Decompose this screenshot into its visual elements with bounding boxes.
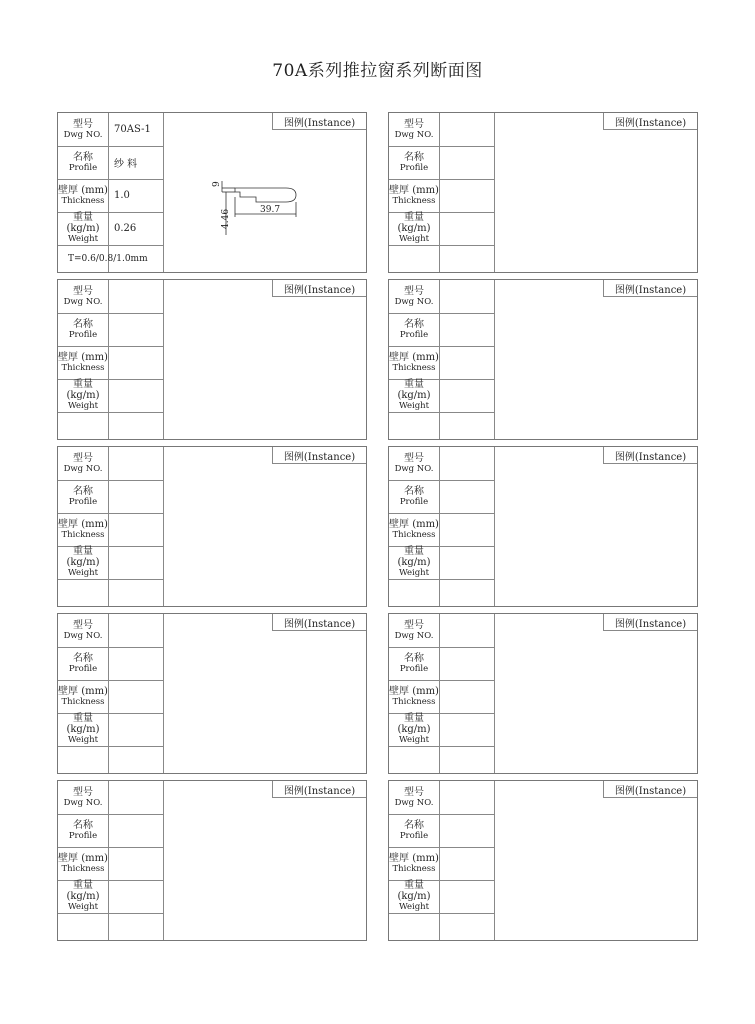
thickness-value xyxy=(108,680,163,713)
legend-label: 图例(Instance) xyxy=(603,113,697,130)
profile-label xyxy=(58,480,108,513)
weight-row xyxy=(58,379,163,413)
dwg-label-en: Dwg NO. xyxy=(394,129,434,140)
weight-label-en: Weight xyxy=(67,568,99,578)
weight-row xyxy=(389,713,494,747)
profile-label-en: Profile xyxy=(68,162,98,173)
dwg-label xyxy=(389,447,439,480)
legend-label: 图例(Instance) xyxy=(272,781,366,798)
profile-value xyxy=(108,480,163,513)
weight-value xyxy=(439,379,494,412)
thickness-label-en: Thickness xyxy=(392,863,436,874)
thickness-value xyxy=(108,346,163,379)
weight-label-zh: 重量 (kg/m) xyxy=(66,713,100,735)
dwg-label xyxy=(58,113,108,146)
profile-value: 纱 料 xyxy=(114,159,138,170)
thickness-label xyxy=(389,346,439,379)
profile-label-zh: 名称 xyxy=(404,485,424,497)
thickness-label xyxy=(58,513,108,546)
thickness-value: 1.0 xyxy=(114,190,130,201)
dwg-value xyxy=(108,781,163,814)
dwg-row xyxy=(58,781,163,815)
thickness-label-en: Thickness xyxy=(61,696,105,707)
profile-card xyxy=(57,279,367,440)
legend-label: 图例(Instance) xyxy=(272,447,366,464)
profile-label xyxy=(389,313,439,346)
thickness-label-zh: 壁厚 (mm) xyxy=(389,184,439,196)
thickness-label-en: Thickness xyxy=(61,529,105,540)
dwg-label xyxy=(58,280,108,313)
weight-label xyxy=(389,546,439,579)
dwg-row xyxy=(389,113,494,147)
profile-label-en: Profile xyxy=(68,830,98,841)
weight-label-zh: 重量 (kg/m) xyxy=(397,379,431,401)
dwg-label-zh: 型号 xyxy=(73,118,93,130)
dwg-label-en: Dwg NO. xyxy=(63,797,103,808)
profile-label-en: Profile xyxy=(399,162,429,173)
thickness-note xyxy=(58,746,163,773)
thickness-note xyxy=(389,412,494,439)
profile-card xyxy=(388,613,698,774)
legend-label: 图例(Instance) xyxy=(603,447,697,464)
thickness-row xyxy=(389,346,494,380)
thickness-label xyxy=(58,179,108,212)
profile-card xyxy=(57,780,367,941)
dwg-label-en: Dwg NO. xyxy=(394,296,434,307)
profile-value xyxy=(439,146,494,179)
weight-label-zh: 重量 (kg/m) xyxy=(66,546,100,568)
profile-label xyxy=(58,814,108,847)
thickness-row xyxy=(389,513,494,547)
weight-label xyxy=(389,212,439,245)
dwg-label-zh: 型号 xyxy=(404,786,424,798)
weight-value xyxy=(108,713,163,746)
dwg-value xyxy=(439,614,494,647)
thickness-row xyxy=(58,179,163,213)
thickness-label-zh: 壁厚 (mm) xyxy=(389,852,439,864)
profile-label-en: Profile xyxy=(68,329,98,340)
profile-value xyxy=(108,814,163,847)
thickness-label-zh: 壁厚 (mm) xyxy=(389,685,439,697)
legend-label: 图例(Instance) xyxy=(603,781,697,798)
profile-label-en: Profile xyxy=(68,663,98,674)
thickness-label-zh: 壁厚 (mm) xyxy=(58,518,108,530)
profile-label-zh: 名称 xyxy=(404,318,424,330)
weight-row xyxy=(389,880,494,914)
dwg-value xyxy=(439,113,494,146)
weight-label-zh: 重量 (kg/m) xyxy=(66,379,100,401)
thickness-label xyxy=(58,680,108,713)
profile-label-zh: 名称 xyxy=(404,151,424,163)
thickness-label-en: Thickness xyxy=(392,696,436,707)
weight-label xyxy=(389,713,439,746)
thickness-label-zh: 壁厚 (mm) xyxy=(389,518,439,530)
thickness-label-en: Thickness xyxy=(61,362,105,373)
profile-value xyxy=(108,313,163,346)
profile-label-en: Profile xyxy=(68,496,98,507)
weight-label-en: Weight xyxy=(398,234,430,244)
profile-card xyxy=(388,112,698,273)
dwg-row xyxy=(58,614,163,648)
thickness-note xyxy=(389,746,494,773)
dwg-label xyxy=(389,614,439,647)
dwg-label-zh: 型号 xyxy=(73,285,93,297)
thickness-label-zh: 壁厚 (mm) xyxy=(389,351,439,363)
thickness-row xyxy=(58,680,163,714)
dwg-label xyxy=(58,781,108,814)
profile-label-zh: 名称 xyxy=(73,151,93,163)
weight-value xyxy=(108,546,163,579)
thickness-label-zh: 壁厚 (mm) xyxy=(58,184,108,196)
legend-label: 图例(Instance) xyxy=(272,280,366,297)
weight-value xyxy=(439,880,494,913)
dwg-label-zh: 型号 xyxy=(404,452,424,464)
dwg-label xyxy=(389,781,439,814)
profile-label-zh: 名称 xyxy=(404,652,424,664)
thickness-note xyxy=(389,245,494,272)
thickness-note xyxy=(389,579,494,606)
page-title: 70A系列推拉窗系列断面图 xyxy=(272,61,483,81)
dwg-label xyxy=(58,614,108,647)
thickness-note xyxy=(58,579,163,606)
weight-label-en: Weight xyxy=(398,902,430,912)
dwg-label-zh: 型号 xyxy=(73,452,93,464)
dwg-label-en: Dwg NO. xyxy=(394,797,434,808)
thickness-value xyxy=(439,346,494,379)
thickness-label-zh: 壁厚 (mm) xyxy=(58,685,108,697)
profile-value xyxy=(439,814,494,847)
profile-row xyxy=(58,313,163,347)
profile-label xyxy=(58,313,108,346)
profile-card xyxy=(388,279,698,440)
legend-label: 图例(Instance) xyxy=(603,614,697,631)
thickness-label xyxy=(389,513,439,546)
profile-label xyxy=(389,647,439,680)
weight-row xyxy=(389,379,494,413)
thickness-value xyxy=(108,513,163,546)
profile-value xyxy=(439,480,494,513)
thickness-row xyxy=(58,513,163,547)
profile-label xyxy=(58,647,108,680)
weight-label-en: Weight xyxy=(67,401,99,411)
dwg-value xyxy=(439,447,494,480)
dwg-label xyxy=(389,280,439,313)
weight-row xyxy=(389,212,494,246)
thickness-value xyxy=(439,680,494,713)
thickness-note xyxy=(58,412,163,439)
thickness-value xyxy=(439,179,494,212)
weight-row xyxy=(389,546,494,580)
profile-label-zh: 名称 xyxy=(73,318,93,330)
thickness-label-en: Thickness xyxy=(392,362,436,373)
profile-label-zh: 名称 xyxy=(73,485,93,497)
weight-value xyxy=(108,379,163,412)
dwg-row xyxy=(389,781,494,815)
dwg-label-en: Dwg NO. xyxy=(63,296,103,307)
thickness-row xyxy=(389,179,494,213)
profile-outline xyxy=(235,188,296,202)
profile-row xyxy=(58,814,163,848)
thickness-label-en: Thickness xyxy=(392,195,436,206)
weight-label xyxy=(58,713,108,746)
dwg-value xyxy=(439,280,494,313)
width-dim-label: 39.7 xyxy=(260,205,281,215)
profile-label xyxy=(389,480,439,513)
weight-row xyxy=(58,212,163,246)
weight-row xyxy=(58,713,163,747)
dwg-label-zh: 型号 xyxy=(73,786,93,798)
weight-label xyxy=(389,880,439,913)
dwg-label xyxy=(58,447,108,480)
profile-card xyxy=(388,446,698,607)
thickness-label xyxy=(58,346,108,379)
thickness-label xyxy=(389,847,439,880)
weight-label-en: Weight xyxy=(398,735,430,745)
profile-row xyxy=(389,313,494,347)
thickness-row xyxy=(58,346,163,380)
profile-value xyxy=(108,647,163,680)
profile-row xyxy=(58,480,163,514)
thickness-value xyxy=(439,513,494,546)
profile-label-en: Profile xyxy=(399,496,429,507)
thickness-label-zh: 壁厚 (mm) xyxy=(58,351,108,363)
profile-row xyxy=(58,647,163,681)
weight-label-en: Weight xyxy=(398,401,430,411)
profile-label-en: Profile xyxy=(399,830,429,841)
weight-value xyxy=(439,713,494,746)
weight-row xyxy=(58,880,163,914)
weight-value xyxy=(439,212,494,245)
weight-label-en: Weight xyxy=(67,234,99,244)
weight-label xyxy=(58,212,108,245)
profile-card xyxy=(388,780,698,941)
weight-row xyxy=(58,546,163,580)
weight-label-en: Weight xyxy=(67,735,99,745)
dwg-label-zh: 型号 xyxy=(404,619,424,631)
thickness-label xyxy=(58,847,108,880)
profile-row xyxy=(389,647,494,681)
dwg-label-zh: 型号 xyxy=(73,619,93,631)
dwg-value xyxy=(439,781,494,814)
weight-label-zh: 重量 (kg/m) xyxy=(397,546,431,568)
dwg-row xyxy=(389,280,494,314)
profile-label xyxy=(389,146,439,179)
thickness-label-zh: 壁厚 (mm) xyxy=(58,852,108,864)
legend-label: 图例(Instance) xyxy=(272,113,366,130)
thickness-row xyxy=(389,680,494,714)
profile-label-zh: 名称 xyxy=(73,819,93,831)
weight-label-zh: 重量 (kg/m) xyxy=(66,212,100,234)
weight-label-zh: 重量 (kg/m) xyxy=(397,713,431,735)
thickness-label xyxy=(389,680,439,713)
thickness-label-en: Thickness xyxy=(61,863,105,874)
weight-label-zh: 重量 (kg/m) xyxy=(66,880,100,902)
dwg-row xyxy=(58,280,163,314)
weight-value xyxy=(108,880,163,913)
thickness-label-en: Thickness xyxy=(61,195,105,206)
profile-value xyxy=(439,647,494,680)
dwg-value xyxy=(108,614,163,647)
weight-label-zh: 重量 (kg/m) xyxy=(397,880,431,902)
dwg-label-en: Dwg NO. xyxy=(63,463,103,474)
dwg-value xyxy=(108,280,163,313)
weight-label xyxy=(58,880,108,913)
profile-label-zh: 名称 xyxy=(404,819,424,831)
weight-label xyxy=(389,379,439,412)
profile-card xyxy=(57,613,367,774)
weight-value xyxy=(439,546,494,579)
dwg-row xyxy=(58,447,163,481)
dwg-row xyxy=(389,614,494,648)
thickness-note xyxy=(389,913,494,940)
depth-dim-label: 4.46 xyxy=(221,208,231,229)
legend-label: 图例(Instance) xyxy=(603,280,697,297)
profile-section-drawing xyxy=(198,173,318,243)
dwg-label-zh: 型号 xyxy=(404,285,424,297)
weight-value: 0.26 xyxy=(114,223,137,234)
dwg-value: 70AS-1 xyxy=(114,124,151,135)
thickness-row xyxy=(389,847,494,881)
weight-label-en: Weight xyxy=(67,902,99,912)
dwg-label-zh: 型号 xyxy=(404,118,424,130)
profile-label-zh: 名称 xyxy=(73,652,93,664)
profile-row xyxy=(389,814,494,848)
profile-value xyxy=(439,313,494,346)
weight-label-zh: 重量 (kg/m) xyxy=(397,212,431,234)
dwg-value xyxy=(108,447,163,480)
profile-label-en: Profile xyxy=(399,329,429,340)
dwg-label-en: Dwg NO. xyxy=(394,463,434,474)
profile-card xyxy=(57,446,367,607)
profile-card xyxy=(57,112,367,273)
profile-row xyxy=(58,146,163,180)
profile-label xyxy=(389,814,439,847)
legend-label: 图例(Instance) xyxy=(272,614,366,631)
profile-row xyxy=(389,146,494,180)
dwg-row xyxy=(389,447,494,481)
dwg-label-en: Dwg NO. xyxy=(394,630,434,641)
dwg-row xyxy=(58,113,163,147)
thickness-note xyxy=(58,913,163,940)
weight-label xyxy=(58,379,108,412)
dwg-label xyxy=(389,113,439,146)
thickness-note: T=0.6/0.8/1.0mm xyxy=(68,253,148,264)
thickness-row xyxy=(58,847,163,881)
weight-label xyxy=(58,546,108,579)
height-dim-label: 9 xyxy=(212,181,222,187)
thickness-label-en: Thickness xyxy=(392,529,436,540)
thickness-value xyxy=(439,847,494,880)
thickness-label xyxy=(389,179,439,212)
profile-label-en: Profile xyxy=(399,663,429,674)
profile-label xyxy=(58,146,108,179)
profile-row xyxy=(389,480,494,514)
dwg-label-en: Dwg NO. xyxy=(63,630,103,641)
thickness-value xyxy=(108,847,163,880)
weight-label-en: Weight xyxy=(398,568,430,578)
dwg-label-en: Dwg NO. xyxy=(63,129,103,140)
